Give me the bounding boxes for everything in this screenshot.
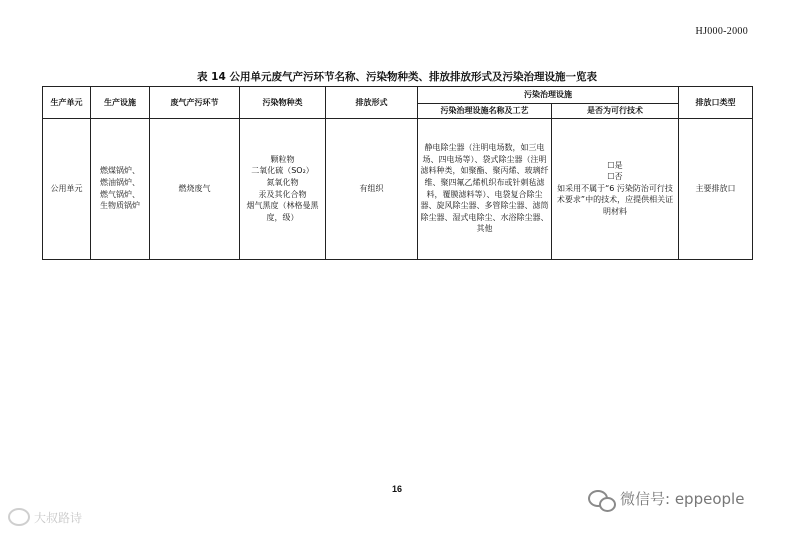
- corner-watermark: [8, 508, 82, 526]
- pollution-table: [42, 86, 753, 260]
- header-treatment-name: 污染治理设施名称及工艺: [418, 104, 552, 119]
- document-code: HJ000-2000: [695, 26, 748, 37]
- page-number: 16: [391, 484, 402, 494]
- cell-source: 燃烧废气: [150, 118, 240, 259]
- pollutant-line: 汞及其化合物: [258, 189, 307, 199]
- pollutant-line: 颗粒物: [270, 154, 295, 164]
- wechat-watermark: [588, 488, 744, 509]
- cell-facility: [91, 118, 150, 259]
- table-row: [43, 118, 753, 259]
- watermark-logo-icon: [8, 508, 30, 526]
- facility-line: 燃煤锅炉、: [100, 166, 140, 176]
- header-pollutants: 污染物种类: [240, 87, 326, 119]
- pollutant-line: 氮氧化物: [266, 178, 299, 187]
- watermark-text: 大叔路诗: [34, 510, 83, 525]
- header-unit: 生产单元: [43, 87, 91, 119]
- header-outlet-type: 排放口类型: [679, 87, 753, 119]
- table-caption: 表 14 公用单元废气产污环节名称、污染物种类、排放排放形式及污染治理设施一览表: [197, 71, 597, 83]
- header-discharge-form: 排放形式: [326, 87, 418, 119]
- wechat-icon: [588, 489, 616, 509]
- cell-outlet-type: 主要排放口: [679, 118, 753, 259]
- facility-line: 燃油锅炉、: [100, 178, 140, 187]
- feasible-no-checkbox[interactable]: ☐否: [607, 172, 623, 182]
- cell-treatment: 静电除尘器（注明电场数，如三电场、四电场等）、袋式除尘器（注明滤料种类，如聚酯、聚丙烯、玻璃纤维、聚四氟乙烯机织布或针刺毡滤料，覆膜滤料等）、电袋复合除尘器、旋风除尘器、多管除尘器、滤筒除尘器、湿式电除尘、水浴除尘器、其他: [418, 118, 552, 259]
- cell-discharge-form: 有组织: [326, 118, 418, 259]
- cell-pollutants: [240, 118, 326, 259]
- wechat-label: 微信号: eppeople: [620, 490, 745, 508]
- header-treatment-group: 污染治理设施: [418, 87, 679, 104]
- header-facility: 生产设施: [91, 87, 150, 119]
- feasible-note: 如采用不属于“6 污染防治可行技术要求”中的技术，应提供相关证明材料: [556, 183, 674, 216]
- feasible-yes-checkbox[interactable]: ☐是: [607, 160, 623, 170]
- facility-line: 燃气锅炉、: [100, 189, 140, 199]
- pollutant-line: 二氧化硫（SO₂）: [251, 166, 314, 176]
- facility-line: 生物质锅炉: [100, 201, 140, 211]
- cell-unit: 公用单元: [43, 118, 91, 259]
- header-feasible: 是否为可行技术: [552, 104, 679, 119]
- cell-feasible: [552, 118, 679, 259]
- pollutant-line: 烟气黑度（林格曼黑度，级）: [246, 201, 319, 222]
- header-source: 废气产污环节: [150, 87, 240, 119]
